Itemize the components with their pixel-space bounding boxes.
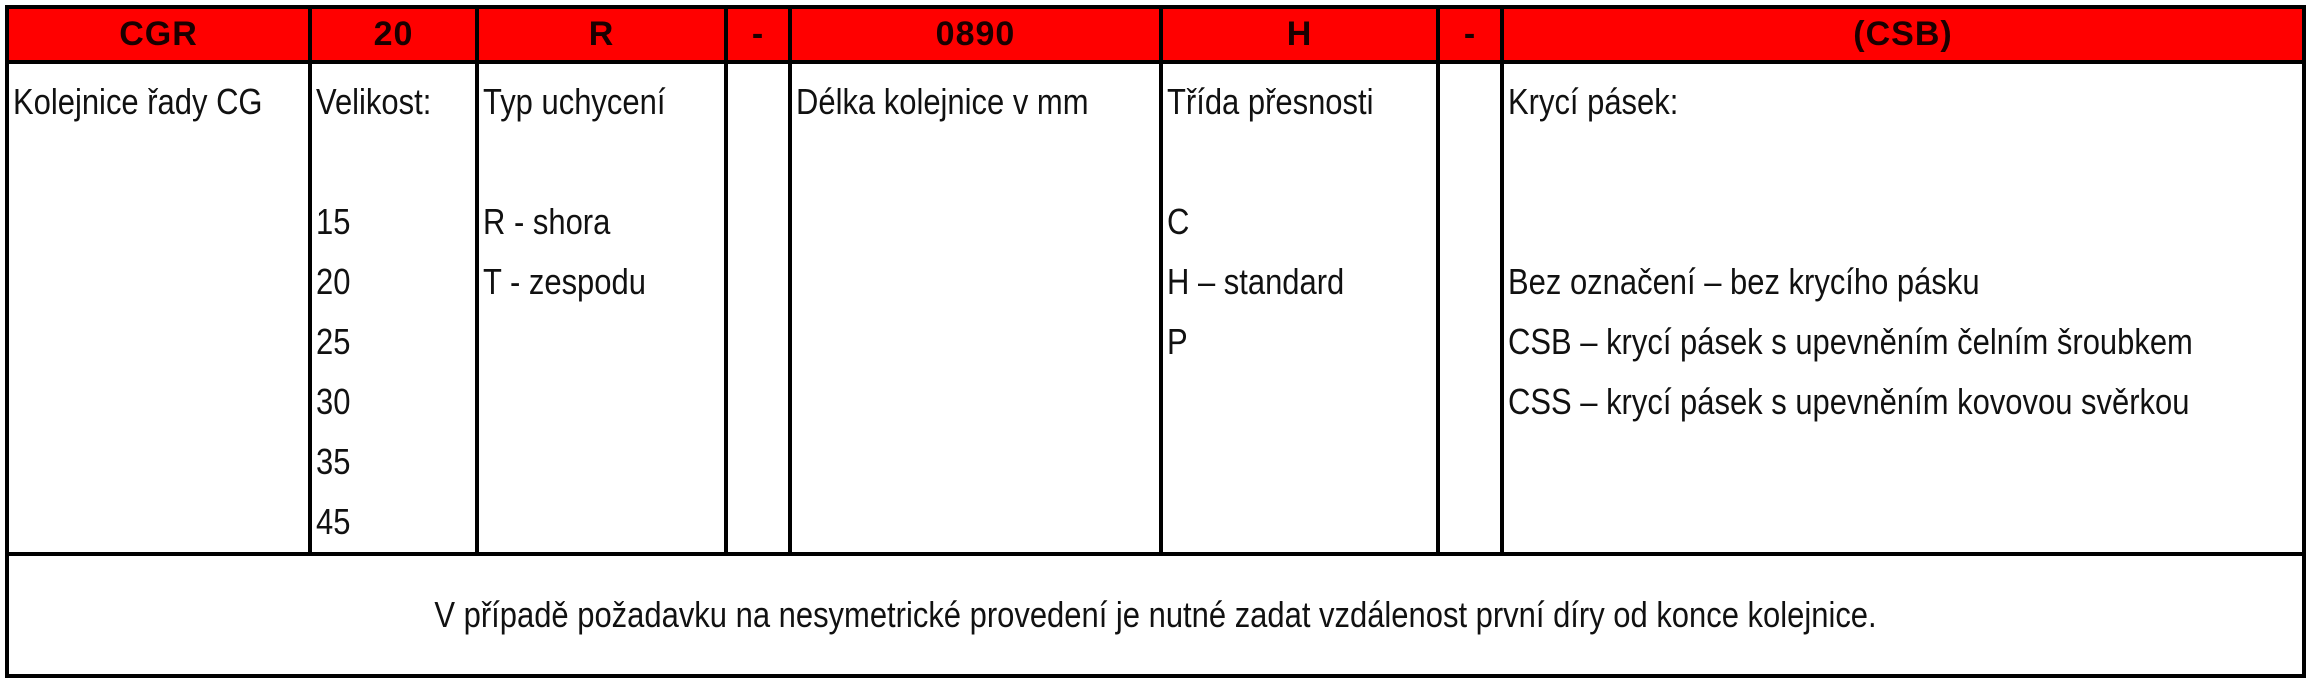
size-line: [316, 132, 453, 192]
accuracy-column: [1161, 62, 1438, 554]
accuracy-line: Třída přesnosti: [1167, 81, 1374, 122]
mounting-line: R - shora: [483, 201, 611, 242]
size-line: 30: [316, 381, 351, 422]
mounting-line: T - zespodu: [483, 261, 646, 302]
series-line: Kolejnice řady CG: [13, 81, 263, 122]
accuracy-line: H – standard: [1167, 261, 1345, 302]
ordering-code-table: [5, 5, 2306, 678]
cover-column: [1502, 62, 2304, 554]
separator-column: [1438, 62, 1502, 554]
size-line: 45: [316, 501, 351, 542]
mounting-line: [483, 132, 690, 192]
code-cell-size: 20: [310, 7, 477, 62]
accuracy-line: P: [1167, 321, 1188, 362]
length-column: [790, 62, 1161, 554]
accuracy-line: [1167, 132, 1398, 192]
cover-line: CSS – krycí pásek s upevněním kovovou svěrkou: [1508, 381, 2190, 422]
note-cell: [7, 554, 2304, 676]
cover-line: Krycí pásek:: [1508, 81, 1679, 122]
accuracy-line: C: [1167, 201, 1190, 242]
mounting-line: Typ uchycení: [483, 81, 666, 122]
description-row: [7, 62, 2304, 554]
code-cell-separator: -: [1438, 7, 1502, 62]
code-cell-accuracy: H: [1161, 7, 1438, 62]
code-cell-length: 0890: [790, 7, 1161, 62]
cover-line: [1508, 192, 2191, 252]
cover-line: CSB – krycí pásek s upevněním čelním šroubkem: [1508, 321, 2193, 362]
note-text: V případě požadavku na nesymetrické provedení je nutné zadat vzdálenost první díry od konce kolejnice.: [434, 594, 1877, 635]
cover-line: Bez označení – bez krycího pásku: [1508, 261, 1980, 302]
length-line: Délka kolejnice v mm: [796, 81, 1089, 122]
size-line: 25: [316, 321, 351, 362]
size-line: 35: [316, 441, 351, 482]
size-line: 15: [316, 201, 351, 242]
code-cell-mounting: R: [477, 7, 726, 62]
series-column: [7, 62, 310, 554]
size-line: 20: [316, 261, 351, 302]
code-header-row: [7, 7, 2304, 62]
code-cell-series: CGR: [7, 7, 310, 62]
size-line: Velikost:: [316, 81, 432, 122]
mounting-column: [477, 62, 726, 554]
code-cell-cover: (CSB): [1502, 7, 2304, 62]
note-row: [7, 554, 2304, 676]
size-column: [310, 62, 477, 554]
code-cell-separator: -: [726, 7, 790, 62]
cover-line: [1508, 132, 2191, 192]
separator-column: [726, 62, 790, 554]
